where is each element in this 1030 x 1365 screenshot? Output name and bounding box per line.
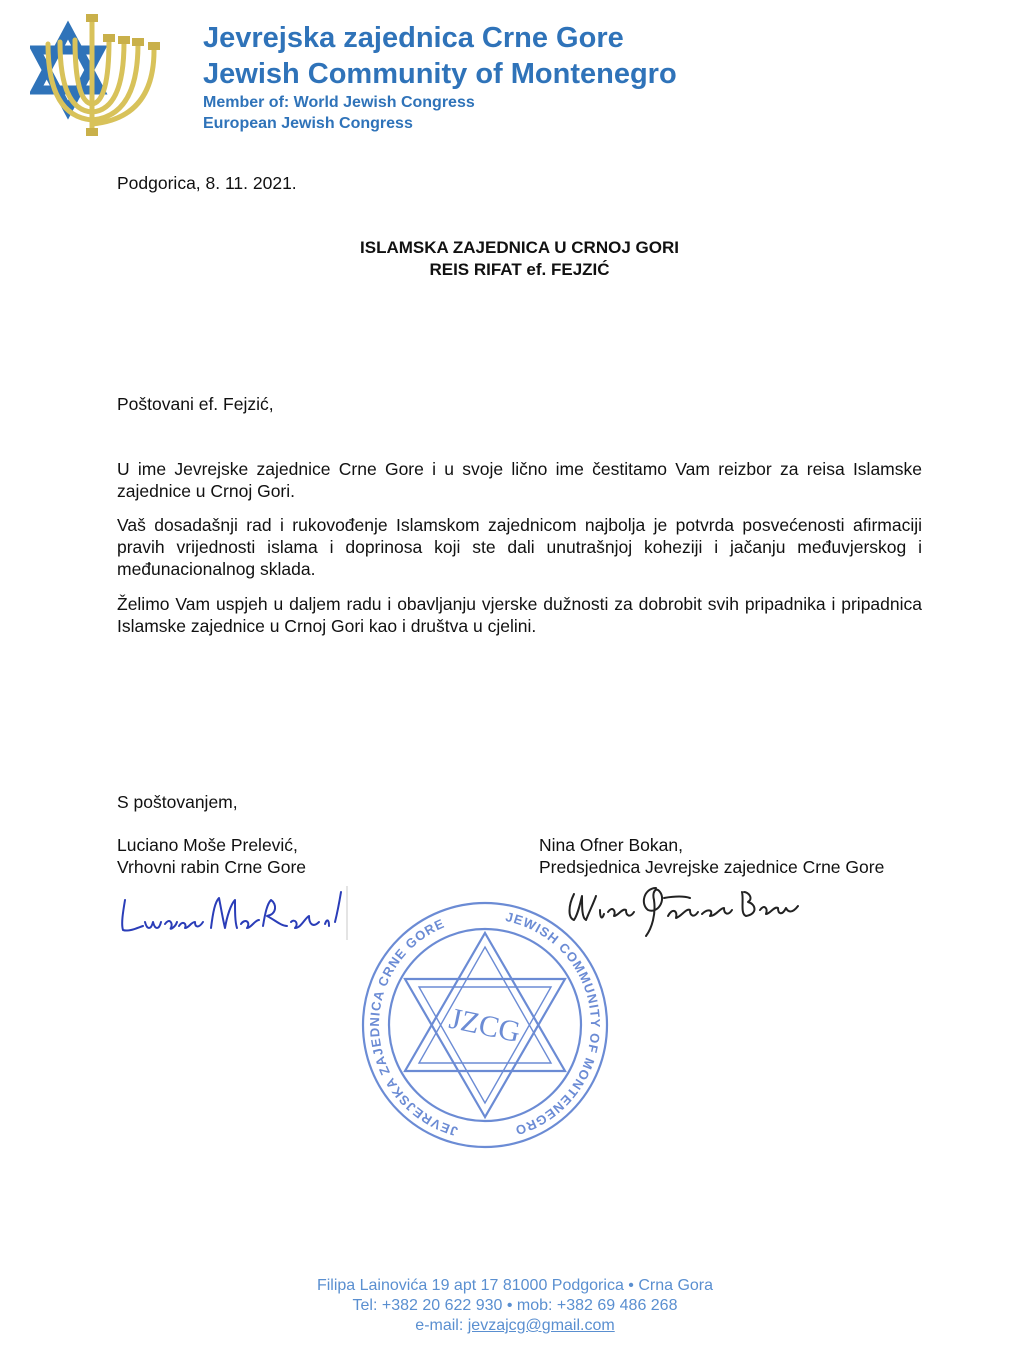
stamp-ring-text-right: JEWISH COMMUNITY OF MONTENEGRO [504, 909, 604, 1139]
letter-paragraph-1: U ime Jevrejske zajednice Crne Gore i u svoje lično ime čestitamo Vam reizbor za reisa Islamske zajednice u Crnoj Gori. [117, 459, 922, 501]
signatory-left-name: Luciano Moše Prelević, [117, 835, 298, 855]
organization-name-local: Jevrejska zajednica Crne Gore [203, 22, 624, 54]
letter-paragraph-2: Vaš dosadašnji rad i rukovođenje Islamskom zajednicom najbolja je potvrda posvećenosti afirmaciji pravih vrijednosti islama i doprinosa koji ste dali unutrašnjoj koheziji i jačanju međuvjerskog i međunacionalnog sklada. [117, 515, 922, 579]
footer-email-link[interactable]: jevzajcg@gmail.com [467, 1317, 615, 1334]
salutation: Poštovani ef. Fejzić, [117, 394, 274, 414]
footer-address: Filipa Lainovića 19 apt 17 81000 Podgorica • Crna Gora [316, 1277, 714, 1294]
signatory-right-title: Predsjednica Jevrejske zajednice Crne Gore [539, 857, 885, 877]
footer-email [0, 1316, 1030, 1335]
stamp-center-text: JZCG [446, 1001, 524, 1050]
organization-name-english: Jewish Community of Montenegro [203, 58, 677, 90]
footer-phones: Tel: +382 20 622 930 • mob: +382 69 486 268 [352, 1297, 678, 1314]
recipient-organization: ISLAMSKA ZAJEDNICA U CRNOJ GORI [360, 238, 679, 257]
signatory-left-title: Vrhovni rabin Crne Gore [117, 857, 307, 877]
footer-email-label: e-mail: [415, 1317, 468, 1334]
signatory-right-name: Nina Ofner Bokan, [539, 835, 683, 855]
letter-paragraph-3: Želimo Vam uspjeh u daljem radu i obavljanju vjerske dužnosti za dobrobit svih pripadnika i pripadnica Islamske zajednice u Crnoj Gori kao i društva u cjelini. [117, 594, 922, 636]
place-and-date: Podgorica, 8. 11. 2021. [117, 173, 297, 193]
closing: S poštovanjem, [117, 792, 238, 812]
community-logo-icon [30, 12, 170, 138]
membership-line-2: European Jewish Congress [203, 115, 413, 132]
recipient-name: REIS RIFAT ef. FEJZIĆ [429, 260, 610, 279]
svg-text:JEVREJSKA ZAJEDNICA CRNE GORE [367, 916, 460, 1140]
rabbi-signature-icon [115, 882, 355, 942]
stamp-ring-text-left: JEVREJSKA ZAJEDNICA CRNE GORE [366, 915, 460, 1140]
membership-line-1: Member of: World Jewish Congress [203, 94, 475, 111]
community-stamp-icon [355, 895, 615, 1155]
